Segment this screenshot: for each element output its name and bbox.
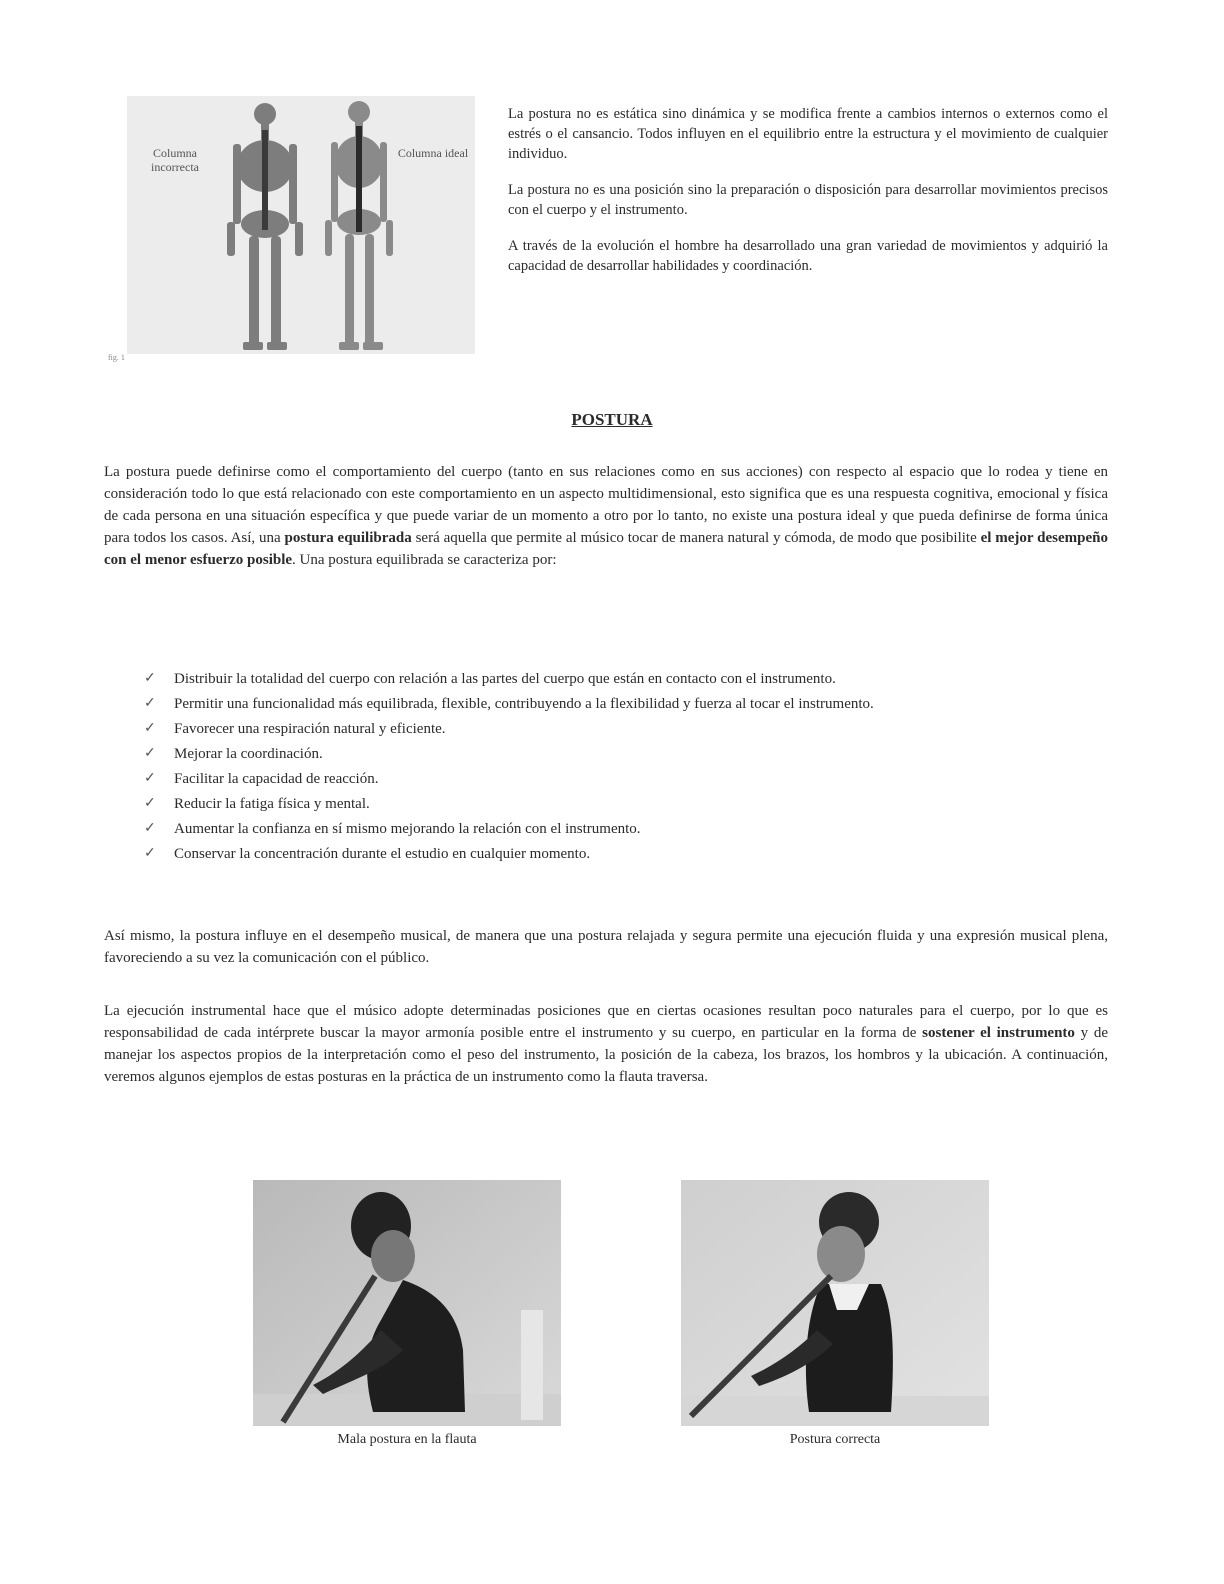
- check-icon: ✓: [144, 721, 156, 736]
- flutist-bad-posture-photo-icon: [253, 1180, 561, 1426]
- body-paragraph-3: [104, 1000, 1108, 1088]
- intro-paragraph-1: La postura no es estática sino dinámica y se modifica frente a cambios internos o externos como el estrés o el cansancio. Todos influyen en el equilibrio entre la estructura y el movimiento de cualquier individuo.: [508, 106, 1108, 162]
- checklist-item: ✓ Aumentar la confianza en sí mismo mejorando la relación con el instrumento.: [142, 818, 1108, 840]
- body1-text-a: La postura puede definirse como el comportamiento del cuerpo (tanto en sus relaciones como en sus acciones) con respecto al espacio que lo rodea y tiene en consideración todo lo que está relacionado con este comportamiento en un aspecto multidimensional, esto significa que es una respuesta cognitiva, emocional y física de cada persona en una situación específica y que puede variar de un momento a otro por lo tanto, no existe una postura ideal y que pueda definirse de forma única para todos los casos. Así, una: [104, 464, 1108, 546]
- posture-checklist: [142, 668, 1108, 868]
- intro-text: [508, 104, 1108, 292]
- checklist-item: ✓ Distribuir la totalidad del cuerpo con relación a las partes del cuerpo que están en contacto con el instrumento.: [142, 668, 1108, 690]
- checklist-item: ✓ Reducir la fatiga física y mental.: [142, 793, 1108, 815]
- check-icon: ✓: [144, 771, 156, 786]
- good-posture-photo: [681, 1180, 989, 1426]
- body-paragraph-1: [104, 461, 1108, 571]
- body3-text-a: La ejecución instrumental hace que el músico adopte determinadas posiciones que en ciertas ocasiones resultan poco naturales para el cuerpo, por lo que es responsabilidad de cada intérprete buscar la mayor armonía posible entre el instrumento y su cuerpo, en particular en la forma de: [104, 1003, 1108, 1041]
- body1-text-c: . Una postura equilibrada se caracteriza por:: [292, 552, 557, 568]
- body3-text-b: y de manejar los aspectos propios de la interpretación como el peso del instrumento, la posición de la cabeza, los brazos, los hombros y la ubicación. A continuación, veremos algunos ejemplos de estas posturas en la práctica de un instrumento como la flauta traversa.: [104, 1025, 1108, 1085]
- check-icon: ✓: [144, 846, 156, 861]
- check-icon: ✓: [144, 696, 156, 711]
- body1-bold-b: el mejor desempeño con el menor esfuerzo posible: [104, 530, 1108, 568]
- skeleton-figure: [127, 96, 475, 354]
- check-icon: ✓: [144, 796, 156, 811]
- checklist-item: ✓ Facilitar la capacidad de reacción.: [142, 768, 1108, 790]
- check-icon: ✓: [144, 821, 156, 836]
- good-posture-caption: Postura correcta: [789, 1432, 881, 1447]
- check-icon: ✓: [144, 671, 156, 686]
- body1-bold-a: postura equilibrada: [284, 530, 412, 546]
- checklist-item: ✓ Conservar la concentración durante el estudio en cualquier momento.: [142, 843, 1108, 865]
- body-paragraph-2: Así mismo, la postura influye en el desempeño musical, de manera que una postura relajada y segura permite una ejecución fluida y una expresión musical plena, favoreciendo a su vez la comunicación con el público.: [104, 928, 1108, 966]
- checklist-item: ✓ Mejorar la coordinación.: [142, 743, 1108, 765]
- figure-label-left: Columna incorrecta: [151, 146, 199, 174]
- body3-bold-a: sostener el instrumento: [922, 1025, 1075, 1041]
- skeleton-illustration-icon: [127, 96, 475, 354]
- check-icon: ✓: [144, 746, 156, 761]
- bad-posture-photo: [253, 1180, 561, 1426]
- figure-label-right: Columna ideal: [397, 146, 469, 160]
- flutist-good-posture-photo-icon: [681, 1180, 989, 1426]
- bad-posture-caption: Mala postura en la flauta: [337, 1432, 477, 1447]
- intro-paragraph-3: A través de la evolución el hombre ha desarrollado una gran variedad de movimientos y adquirió la capacidad de desarrollar habilidades y coordinación.: [508, 238, 1108, 274]
- section-title: POSTURA: [571, 410, 653, 429]
- checklist-item: ✓ Favorecer una respiración natural y eficiente.: [142, 718, 1108, 740]
- figure-mark: fig. 1: [108, 353, 125, 362]
- checklist-item: ✓ Permitir una funcionalidad más equilibrada, flexible, contribuyendo a la flexibilidad y fuerza al tocar el instrumento.: [142, 693, 1108, 715]
- body1-text-b: será aquella que permite al músico tocar de manera natural y cómoda, de modo que posibilite: [411, 530, 981, 546]
- intro-paragraph-2: La postura no es una posición sino la preparación o disposición para desarrollar movimientos precisos con el cuerpo y el instrumento.: [508, 182, 1108, 218]
